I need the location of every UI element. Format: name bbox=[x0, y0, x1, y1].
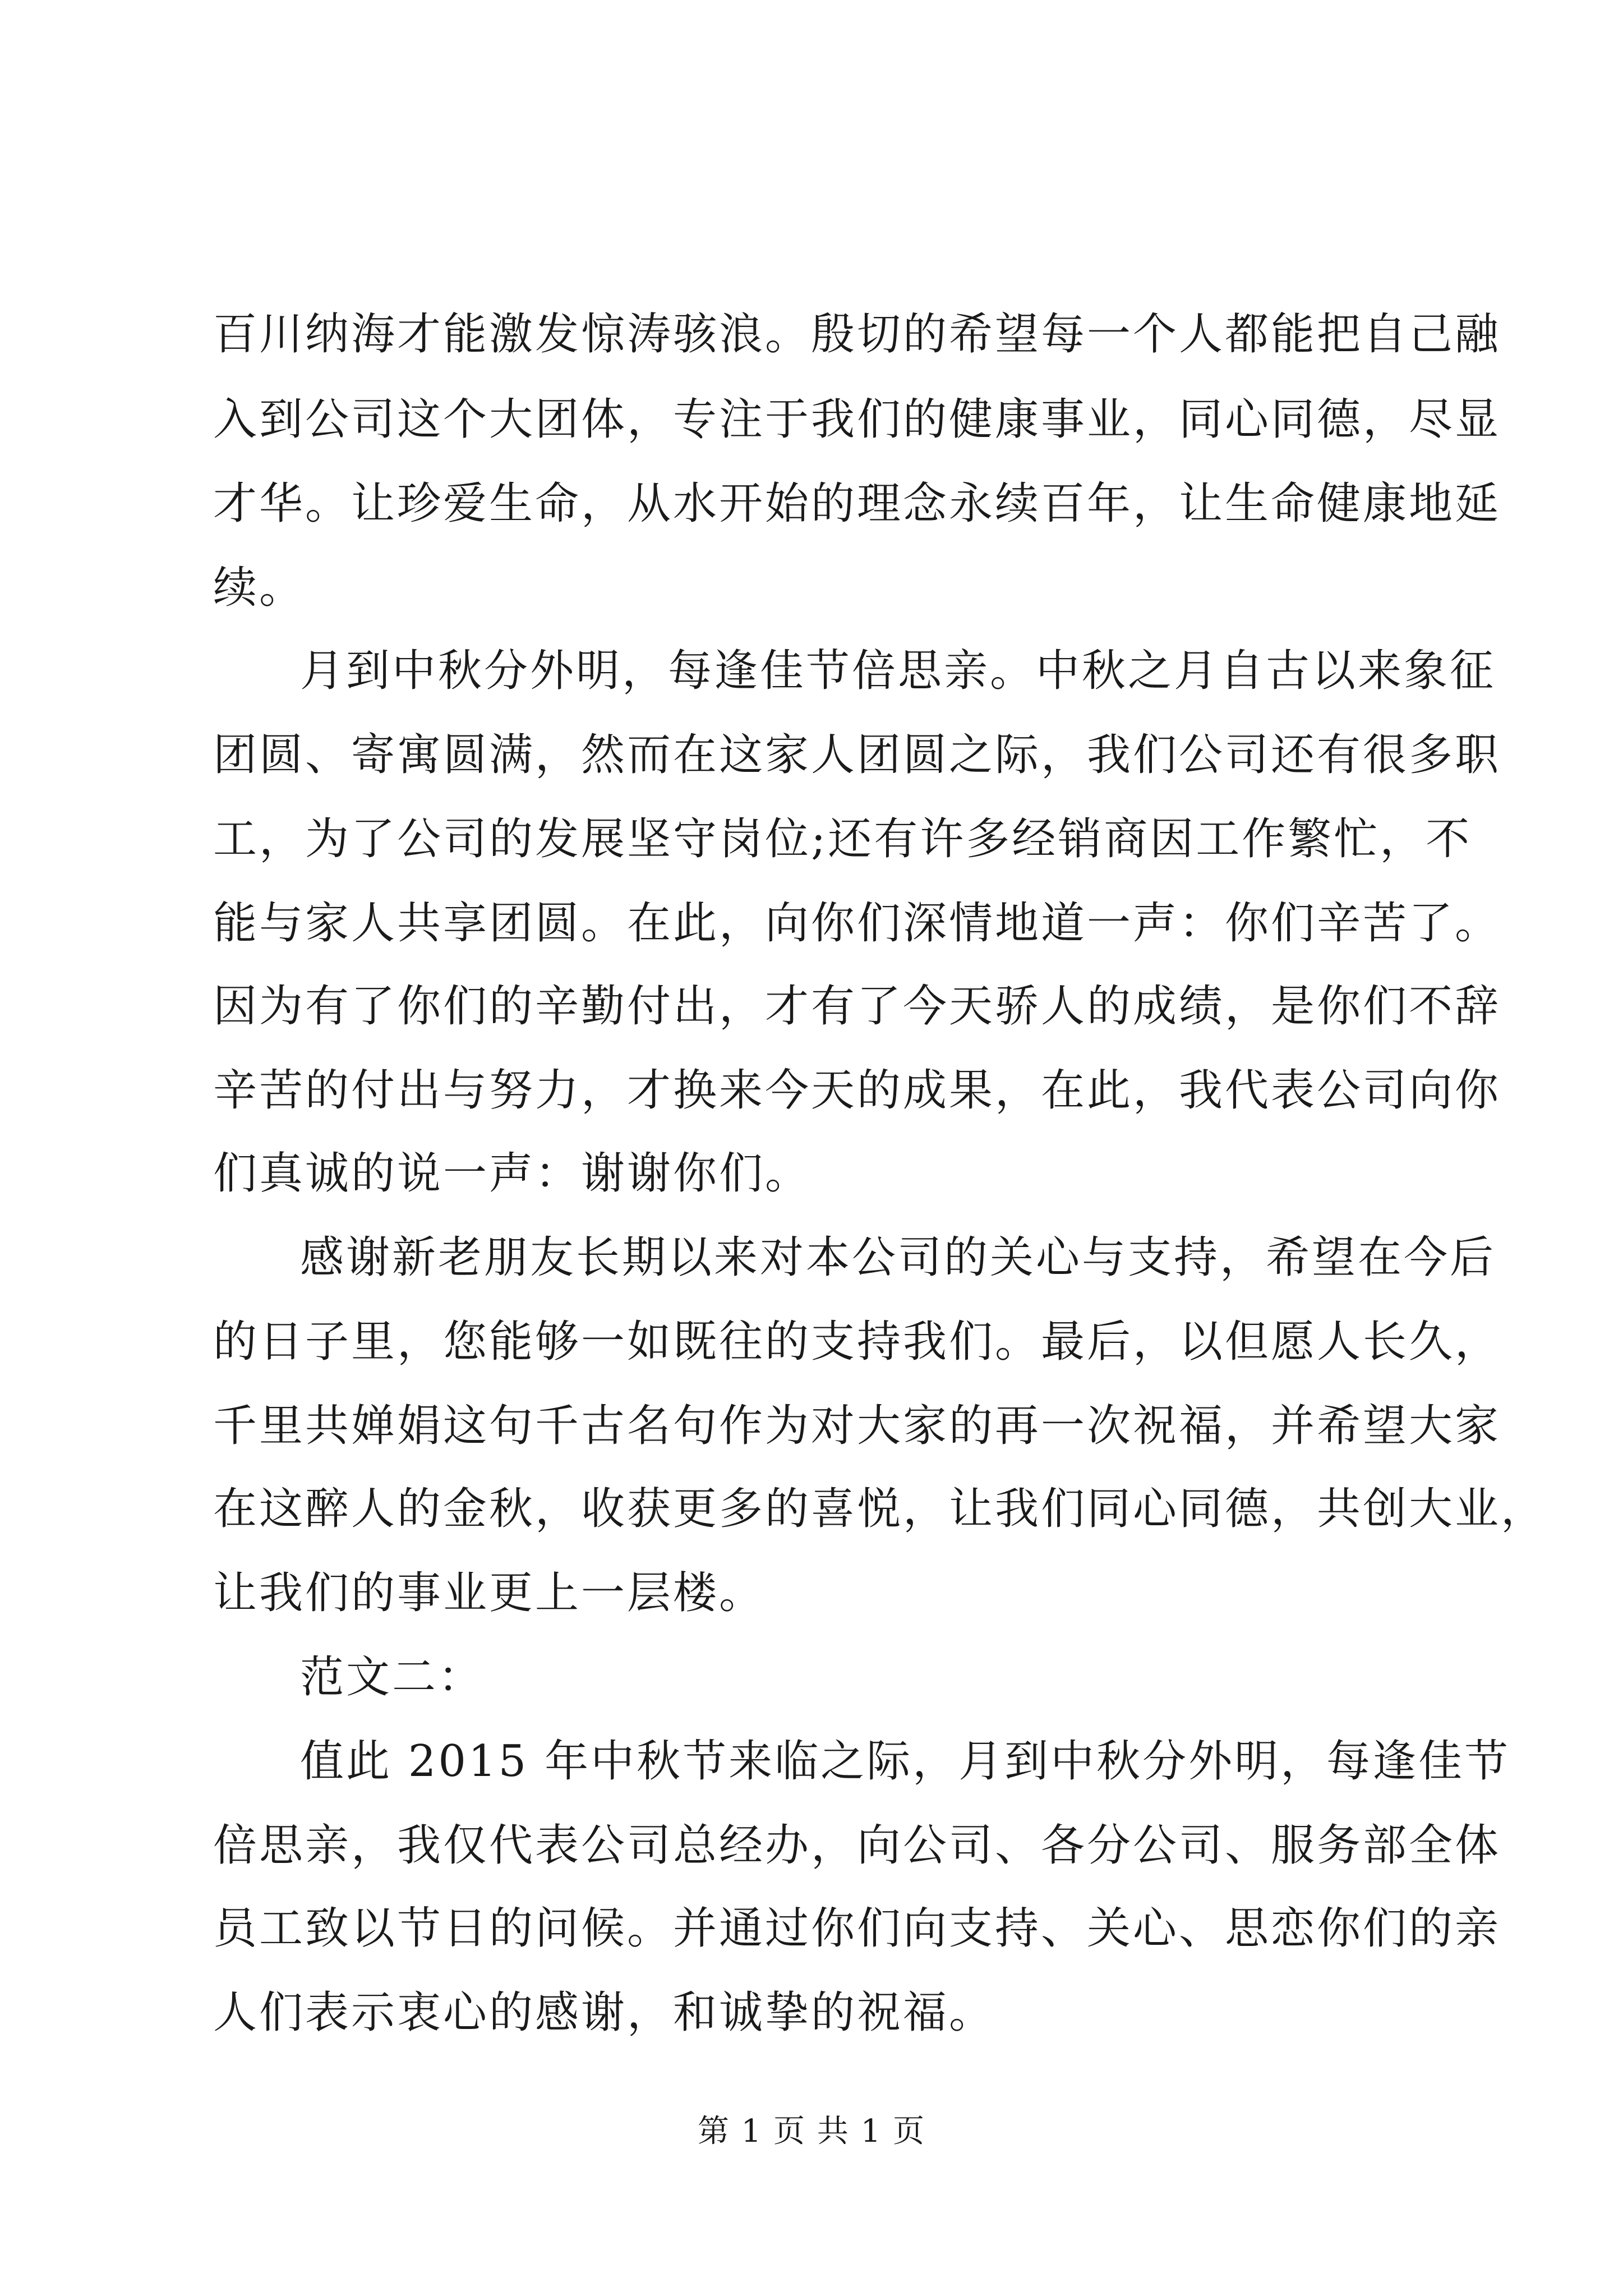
text-line: 在这醉人的金秋，收获更多的喜悦，让我们同心同德，共创大业， bbox=[213, 1484, 1547, 1534]
text-line: 的日子里，您能够一如既往的支持我们。最后，以但愿人长久， bbox=[213, 1317, 1501, 1367]
text-line: 续。 bbox=[213, 563, 306, 613]
paragraph-first-line: 月到中秋分外明，每逢佳节倍思亲。中秋之月自古以来象征 bbox=[300, 646, 1496, 696]
text-line: 辛苦的付出与努力，才换来今天的成果，在此，我代表公司向你 bbox=[213, 1065, 1501, 1116]
text-line: 能与家人共享团圆。在此，向你们深情地道一声：你们辛苦了。 bbox=[213, 898, 1501, 949]
section-heading: 范文二： bbox=[300, 1652, 485, 1703]
page-footer: 第 1 页 共 1 页 bbox=[697, 2113, 926, 2150]
text-line: 人们表示衷心的感谢，和诚挚的祝福。 bbox=[213, 1987, 995, 2038]
text-line: 工，为了公司的发展坚守岗位;还有许多经销商因工作繁忙，不 bbox=[213, 814, 1472, 864]
text-line: 让我们的事业更上一层楼。 bbox=[213, 1568, 766, 1618]
text-line: 百川纳海才能激发惊涛骇浪。殷切的希望每一个人都能把自己融 bbox=[213, 309, 1501, 360]
paragraph-first-line: 感谢新老朋友长期以来对本公司的关心与支持，希望在今后 bbox=[300, 1232, 1496, 1283]
text-line: 千里共婵娟这句千古名句作为对大家的再一次祝福，并希望大家 bbox=[213, 1401, 1501, 1451]
text-line: 才华。让珍爱生命，从水开始的理念永续百年，让生命健康地延 bbox=[213, 478, 1501, 529]
text-line: 入到公司这个大团体，专注于我们的健康事业，同心同德，尽显 bbox=[213, 394, 1501, 445]
text-line: 团圆、寄寓圆满，然而在这家人团圆之际，我们公司还有很多职 bbox=[213, 730, 1501, 780]
text-line: 们真诚的说一声：谢谢你们。 bbox=[213, 1148, 811, 1199]
paragraph-first-line: 值此 2015 年中秋节来临之际，月到中秋分外明，每逢佳节 bbox=[300, 1736, 1511, 1787]
text-line: 员工致以节日的问候。并通过你们向支持、关心、思恋你们的亲 bbox=[213, 1903, 1501, 1954]
text-line: 倍思亲，我仅代表公司总经办，向公司、各分公司、服务部全体 bbox=[213, 1820, 1501, 1871]
text-line: 因为有了你们的辛勤付出，才有了今天骄人的成绩，是你们不辞 bbox=[213, 981, 1501, 1032]
